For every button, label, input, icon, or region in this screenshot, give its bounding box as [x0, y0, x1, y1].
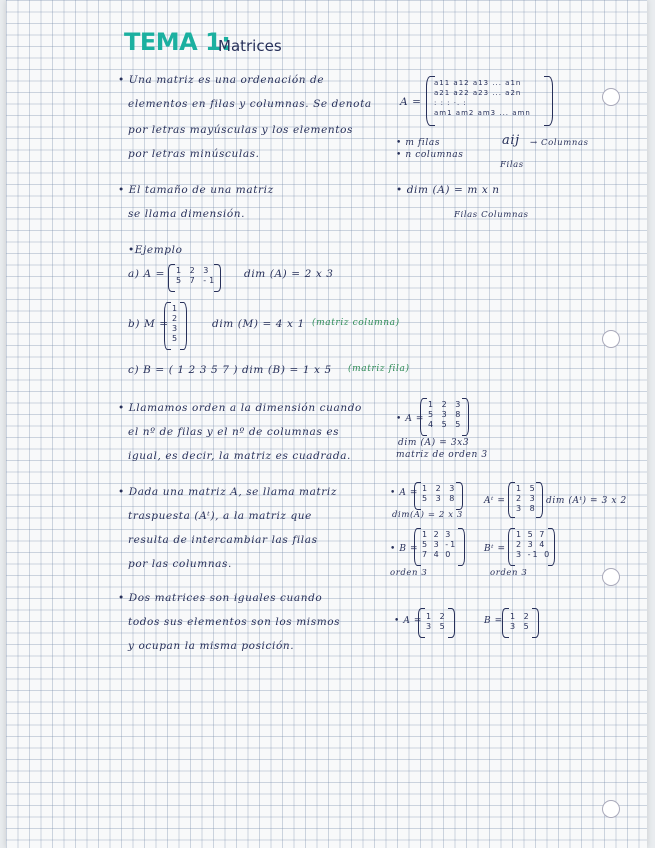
matrix-label: A = [400, 96, 422, 108]
transpose-a-label: • A = [390, 488, 419, 498]
square-order: matriz de orden 3 [396, 450, 488, 460]
page-subtitle: Matrices [218, 37, 282, 55]
definition-line: por letras mayúsculas y los elementos [128, 124, 354, 136]
transpose-line: traspuesta (Aᵗ), a la matriz que [128, 510, 312, 522]
dim-labels: Filas Columnas [454, 210, 529, 220]
matrix-paren [456, 482, 463, 510]
example-b-matrix: 1 2 3 5 [172, 304, 181, 343]
square-matrix: 1 2 3 5 3 8 4 5 5 [428, 400, 464, 429]
example-a-matrix: 1 2 3 5 7 -1 [176, 266, 218, 285]
example-c-text: c) B = ( 1 2 3 5 7 ) dim (B) = 1 x 5 [128, 364, 332, 376]
note-filas: • m filas [396, 138, 441, 148]
equal-line: • Dos matrices son iguales cuando [118, 592, 323, 604]
transpose-at-matrix: 1 5 2 3 3 8 [516, 484, 538, 513]
square-label: • A = [396, 414, 425, 424]
matrix-paren [508, 482, 515, 518]
dim-formula: • dim (A) = m x n [396, 184, 500, 196]
example-a-label: a) A = [128, 268, 166, 280]
size-line: • El tamaño de una matriz [118, 184, 274, 196]
equal-line: todos sus elementos son los mismos [128, 616, 341, 628]
matrix-paren [214, 264, 221, 292]
transpose-at-label: Aᵗ = [484, 496, 506, 506]
transpose-bt-label: Bᵗ = [484, 544, 506, 554]
matrix-paren [544, 76, 553, 126]
ring-hole [602, 568, 620, 586]
equal-a-matrix: 1 2 3 5 [426, 612, 448, 631]
transpose-line: resulta de intercambiar las filas [128, 534, 318, 546]
matrix-paren [420, 398, 427, 436]
transpose-a-dim: dim(A) = 2 x 3 [392, 510, 463, 520]
transpose-at-dim: dim (Aᵗ) = 3 x 2 [546, 496, 627, 506]
square-dim: dim (A) = 3x3 [398, 438, 470, 448]
aij-rows-note: Filas [500, 160, 524, 170]
example-b-note: (matriz columna) [312, 318, 400, 328]
order-line: igual, es decir, la matriz es cuadrada. [128, 450, 351, 462]
example-a-dim: dim (A) = 2 x 3 [244, 268, 334, 280]
matrix-paren [536, 482, 543, 518]
equal-line: y ocupan la misma posición. [128, 640, 295, 652]
transpose-line: • Dada una matriz A, se llama matriz [118, 486, 338, 498]
matrix-paren [458, 528, 465, 566]
page-title: TEMA 1: [124, 28, 231, 56]
note-columnas: • n columnas [396, 150, 464, 160]
equal-b-matrix: 1 2 3 5 [510, 612, 532, 631]
transpose-a-matrix: 1 2 3 5 3 8 [422, 484, 458, 503]
transpose-bt-matrix: 1 5 7 2 3 4 3 -1 0 [516, 530, 552, 559]
matrix-paren [448, 608, 455, 638]
transpose-b-matrix: 1 2 3 5 3 -1 7 4 0 [422, 530, 458, 559]
definition-line: • Una matriz es una ordenación de [118, 74, 325, 86]
transpose-line: por las columnas. [128, 558, 232, 570]
example-b-dim: dim (M) = 4 x 1 [212, 318, 305, 330]
general-matrix: a11 a12 a13 ... a1n a21 a22 a23 ... a2n : : : ·. : am1 am2 am3 ... amn [434, 79, 531, 117]
matrix-paren [418, 608, 425, 638]
matrix-paren [414, 482, 421, 510]
order-line: • Llamamos orden a la dimensión cuando [118, 402, 362, 414]
matrix-paren [532, 608, 539, 638]
transpose-b-order: orden 3 [390, 568, 428, 578]
aij-symbol: aij [502, 133, 520, 148]
matrix-paren [168, 264, 175, 292]
matrix-paren [462, 398, 469, 436]
matrix-paren [180, 302, 187, 350]
matrix-paren [508, 528, 515, 566]
definition-line: elementos en filas y columnas. Se denota [128, 98, 372, 110]
matrix-paren [502, 608, 509, 638]
transpose-b-label: • B = [390, 544, 419, 554]
ring-hole [602, 800, 620, 818]
matrix-paren [164, 302, 171, 350]
example-c-note: (matriz fila) [348, 364, 410, 374]
size-line: se llama dimensión. [128, 208, 246, 220]
matrix-paren [548, 528, 555, 566]
equal-a-label: • A = [394, 616, 423, 626]
equal-b-label: B = [484, 616, 503, 626]
matrix-paren [414, 528, 421, 566]
example-b-label: b) M = [128, 318, 169, 330]
definition-line: por letras minúsculas. [128, 148, 260, 160]
aij-columns-note: → Columnas [530, 138, 589, 148]
order-line: el nº de filas y el nº de columnas es [128, 426, 340, 438]
ring-hole [602, 88, 620, 106]
ring-hole [602, 330, 620, 348]
transpose-bt-order: orden 3 [490, 568, 528, 578]
example-heading: •Ejemplo [128, 244, 183, 256]
